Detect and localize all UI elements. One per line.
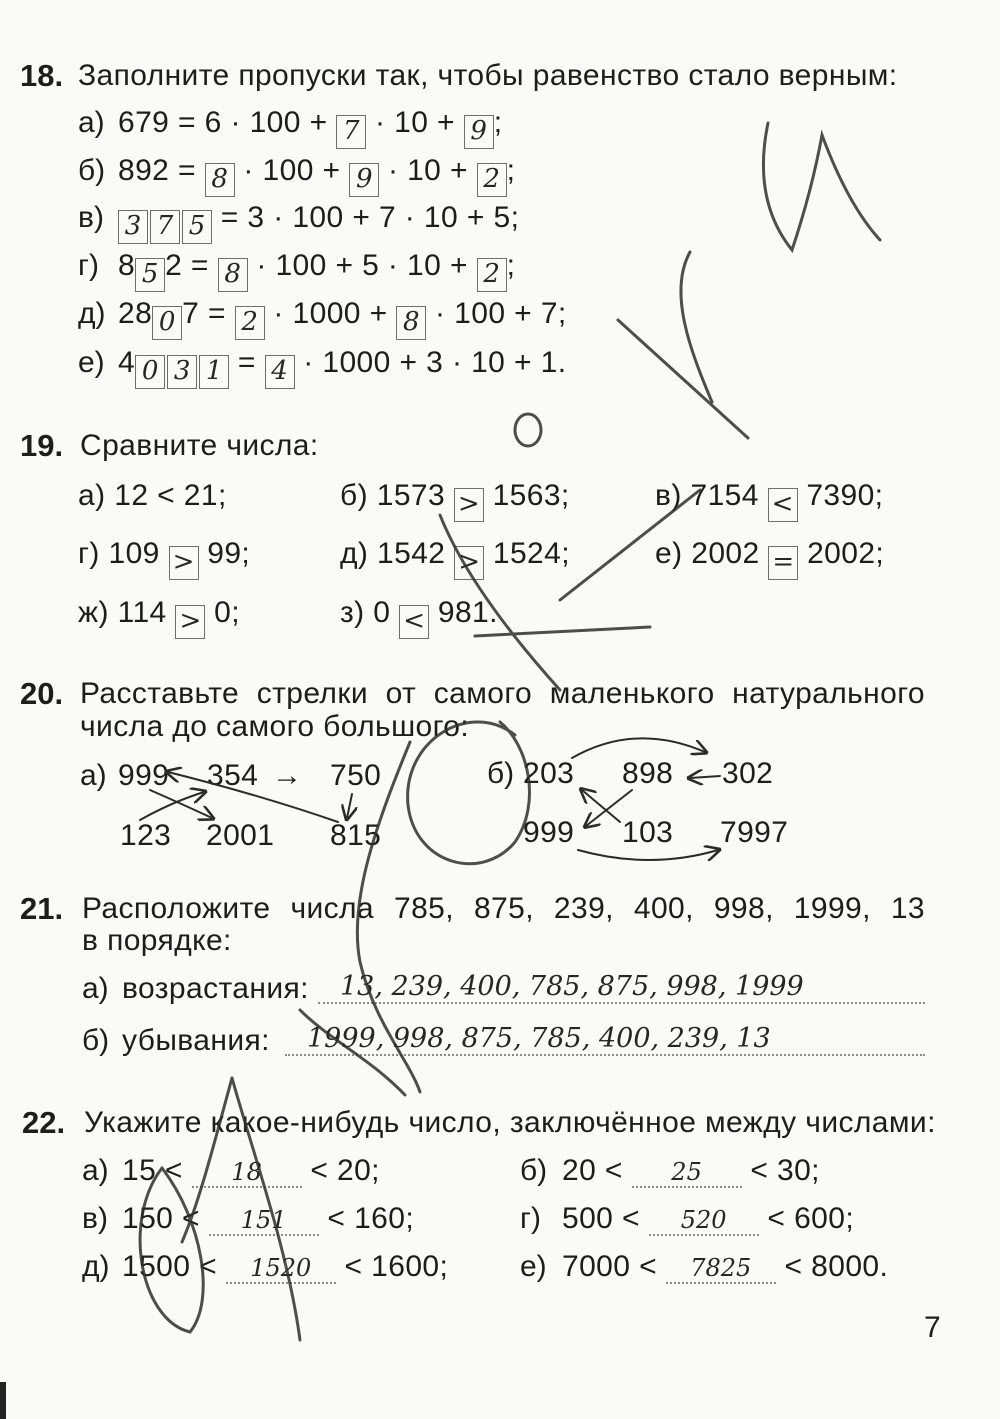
task19-g-right: 99; [207, 537, 251, 570]
task22-title: Укажите какое-нибудь число, заключённое между числами: [84, 1106, 936, 1139]
task19-v-right: 7390; [806, 479, 884, 512]
task18-e-label: е) [78, 346, 105, 379]
task19-v-sign-box: < [768, 488, 798, 522]
task20-a-label: а) [80, 759, 107, 792]
task22-a-answer: 18 [192, 1158, 302, 1188]
task19-g-left: 109 [108, 537, 160, 570]
task22-a-label: а) [82, 1154, 109, 1187]
handwritten-scribble [475, 627, 650, 636]
task19-b-sign-box: > [454, 488, 484, 522]
task22-e-answer: 7825 [666, 1254, 776, 1284]
task22-v-left: 150 < [122, 1202, 200, 1235]
task18-v-label: в) [78, 201, 104, 234]
task18-d-label: д) [78, 297, 106, 330]
task19-a-text: 12 < 21; [114, 479, 227, 512]
task21-title-line-1: Расположите числа 785, 875, 239, 400, 998, 1999, 13 [82, 892, 925, 925]
handwritten-arrow [690, 776, 720, 778]
task18-b-text-2: · 100 + [243, 154, 341, 187]
task22-number: 22. [22, 1105, 66, 1140]
task19-z-left: 0 [373, 596, 391, 629]
task18-g-text-1: 8 [118, 249, 136, 282]
task19-z-sign-box: < [399, 605, 429, 639]
task20-a-number: 815 [330, 819, 382, 852]
task19-z-right: 981. [437, 596, 498, 629]
task19-zh-left: 114 [117, 596, 167, 629]
task18-b-box-3: 2 [477, 163, 507, 197]
task21-b-text: убывания: [122, 1024, 270, 1057]
task20-b-number: 103 [622, 816, 674, 849]
task18-title: Заполните пропуски так, чтобы равенство стало верным: [78, 59, 898, 92]
task22-v-answer: 151 [209, 1206, 319, 1236]
task21-title-line-2: в порядке: [82, 924, 232, 957]
task19-number: 19. [20, 428, 64, 463]
task22-v-label: в) [82, 1202, 108, 1235]
handwritten-arrow [347, 794, 352, 818]
task20-a-number: 123 [120, 819, 172, 852]
task18-e-box-2: 3 [167, 355, 197, 389]
task21-a-text: возрастания: [122, 972, 309, 1005]
task18-b-box-2: 9 [349, 163, 379, 197]
handwritten-arrow [140, 792, 204, 820]
task21-number: 21. [20, 891, 64, 926]
task22-d-right: < 1600; [344, 1250, 449, 1283]
task18-d-text-4: · 100 + 7; [435, 297, 567, 330]
task20-a-number: 2001 [206, 819, 275, 852]
task19-d-right: 1524; [492, 537, 570, 570]
task22-b-left: 20 < [562, 1154, 623, 1187]
task21-a-answer: 13, 239, 400, 785, 875, 998, 1999 [340, 971, 804, 1002]
task19-zh-label: ж) [78, 596, 109, 629]
task22-g-answer: 520 [649, 1206, 759, 1236]
handwritten-arrow [578, 850, 718, 860]
task18-a-text-1: 679 = 6 · 100 + [118, 106, 328, 139]
task19-a-label: а) [78, 479, 106, 512]
handwritten-scribble [140, 1168, 203, 1332]
handwritten-arrow [168, 772, 338, 822]
task18-a-box-1: 7 [336, 115, 366, 149]
task18-g-box-2: 8 [218, 258, 248, 292]
handwritten-scribble [357, 742, 420, 1092]
task18-v-box-3: 5 [182, 210, 212, 244]
task22-d-answer: 1520 [226, 1254, 336, 1284]
task19-v-label: в) [655, 479, 682, 512]
task19-zh-right: 0; [214, 596, 240, 629]
task22-g-left: 500 < [562, 1202, 640, 1235]
handwritten-scribble [232, 1078, 300, 1340]
task19-g-sign-box: > [169, 546, 199, 580]
task22-b-label: б) [520, 1154, 548, 1187]
task22-a-left: 15 < [122, 1154, 183, 1187]
task18-e-box-3: 1 [199, 355, 229, 389]
task22-a-right: < 20; [310, 1154, 380, 1187]
task18-g-text-2: 2 = [165, 249, 209, 282]
task20-title-line-1: Расставьте стрелки от самого маленького натурального [80, 677, 925, 710]
task19-b-right: 1563; [492, 479, 570, 512]
task22-d-left: 1500 < [122, 1250, 217, 1283]
task18-a-label: а) [78, 106, 105, 139]
task19-d-sign-box: > [454, 546, 484, 580]
task22-e-left: 7000 < [562, 1250, 657, 1283]
task22-d-label: д) [82, 1250, 110, 1283]
task20-a-number: 354 [207, 759, 259, 792]
task18-e-text-2: = [237, 346, 256, 379]
task19-d-left: 1542 [377, 537, 446, 570]
task18-a-text-2: · 10 + [375, 106, 455, 139]
task18-v-box-2: 7 [150, 210, 180, 244]
handwritten-arrow [150, 790, 212, 818]
task18-d-text-1: 28 [118, 297, 153, 330]
task18-d-box-2: 2 [235, 306, 265, 340]
task21-b-label: б) [82, 1024, 110, 1057]
task22-v-right: < 160; [327, 1202, 415, 1235]
task20-b-number: 203 [523, 757, 575, 790]
task22-g-right: < 600; [767, 1202, 855, 1235]
handwritten-arrow [586, 790, 632, 826]
task20-a-printed-arrow: → [272, 759, 303, 792]
handwritten-scribble [408, 722, 530, 864]
task19-title: Сравните числа: [80, 429, 319, 462]
task18-g-box-1: 5 [135, 258, 165, 292]
handwritten-scribble [515, 414, 541, 446]
handwritten-scribble [437, 515, 560, 690]
task18-b-label: б) [78, 154, 106, 187]
task20-b-number: 7997 [720, 816, 789, 849]
task18-e-text-3: · 1000 + 3 · 10 + 1. [303, 346, 567, 379]
task19-e-label: е) [655, 537, 683, 570]
handwritten-scribble [763, 123, 880, 250]
task22-g-label: г) [520, 1202, 541, 1235]
task18-g-label: г) [78, 249, 99, 282]
task18-number: 18. [20, 58, 64, 93]
task19-b-label: б) [340, 479, 368, 512]
task20-b-number: 999 [523, 816, 575, 849]
task19-g-label: г) [78, 537, 100, 570]
task20-a-number: 999 [118, 759, 170, 792]
handwritten-arrow [582, 790, 620, 822]
task18-g-box-3: 2 [477, 258, 507, 292]
task18-b-text-4: ; [506, 154, 516, 187]
task18-g-text-4: ; [506, 249, 516, 282]
task18-g-text-3: · 100 + 5 · 10 + [256, 249, 468, 282]
task18-a-text-3: ; [493, 106, 503, 139]
task20-title-line-2: числа до самого большого: [80, 710, 470, 743]
task22-e-right: < 8000. [784, 1250, 889, 1283]
task19-zh-sign-box: > [175, 605, 205, 639]
task22-b-right: < 30; [750, 1154, 820, 1187]
task18-d-box-3: 8 [396, 306, 426, 340]
task18-d-text-3: · 1000 + [273, 297, 388, 330]
task18-v-text-1: = 3 · 100 + 7 · 10 + 5; [220, 201, 520, 234]
task18-e-box-4: 4 [265, 355, 295, 389]
task22-e-label: е) [520, 1250, 547, 1283]
task20-number: 20. [20, 676, 64, 711]
task20-a-number: 750 [330, 759, 382, 792]
task18-e-box-1: 0 [135, 355, 165, 389]
task18-a-box-2: 9 [464, 115, 494, 149]
task18-b-box-1: 8 [205, 163, 235, 197]
task19-d-label: д) [340, 537, 369, 570]
page-number: 7 [924, 1311, 942, 1344]
task19-b-left: 1573 [376, 479, 446, 512]
task19-e-left: 2002 [691, 537, 760, 570]
task19-e-right: 2002; [807, 537, 885, 570]
task20-b-label: б) [487, 757, 515, 790]
task18-b-text-3: · 10 + [387, 154, 468, 187]
task21-a-label: а) [82, 972, 109, 1005]
task18-d-box-1: 0 [152, 306, 182, 340]
task19-v-left: 7154 [690, 479, 759, 512]
task19-e-sign-box: = [768, 546, 798, 580]
task18-e-text-1: 4 [118, 346, 136, 379]
task20-b-number: 898 [622, 757, 674, 790]
task21-b-answer: 1999, 998, 875, 785, 400, 239, 13 [307, 1023, 771, 1054]
task19-z-label: з) [340, 596, 365, 629]
handwritten-scribble [300, 1010, 405, 1095]
task22-b-answer: 25 [632, 1158, 742, 1188]
task20-b-number: 302 [722, 757, 774, 790]
task18-v-box-1: 3 [118, 210, 148, 244]
handwritten-arrow [572, 738, 705, 758]
task18-b-text-1: 892 = [118, 154, 196, 187]
task18-d-text-2: 7 = [182, 297, 226, 330]
handwritten-scribble [618, 320, 748, 438]
handwritten-scribble [560, 490, 700, 600]
